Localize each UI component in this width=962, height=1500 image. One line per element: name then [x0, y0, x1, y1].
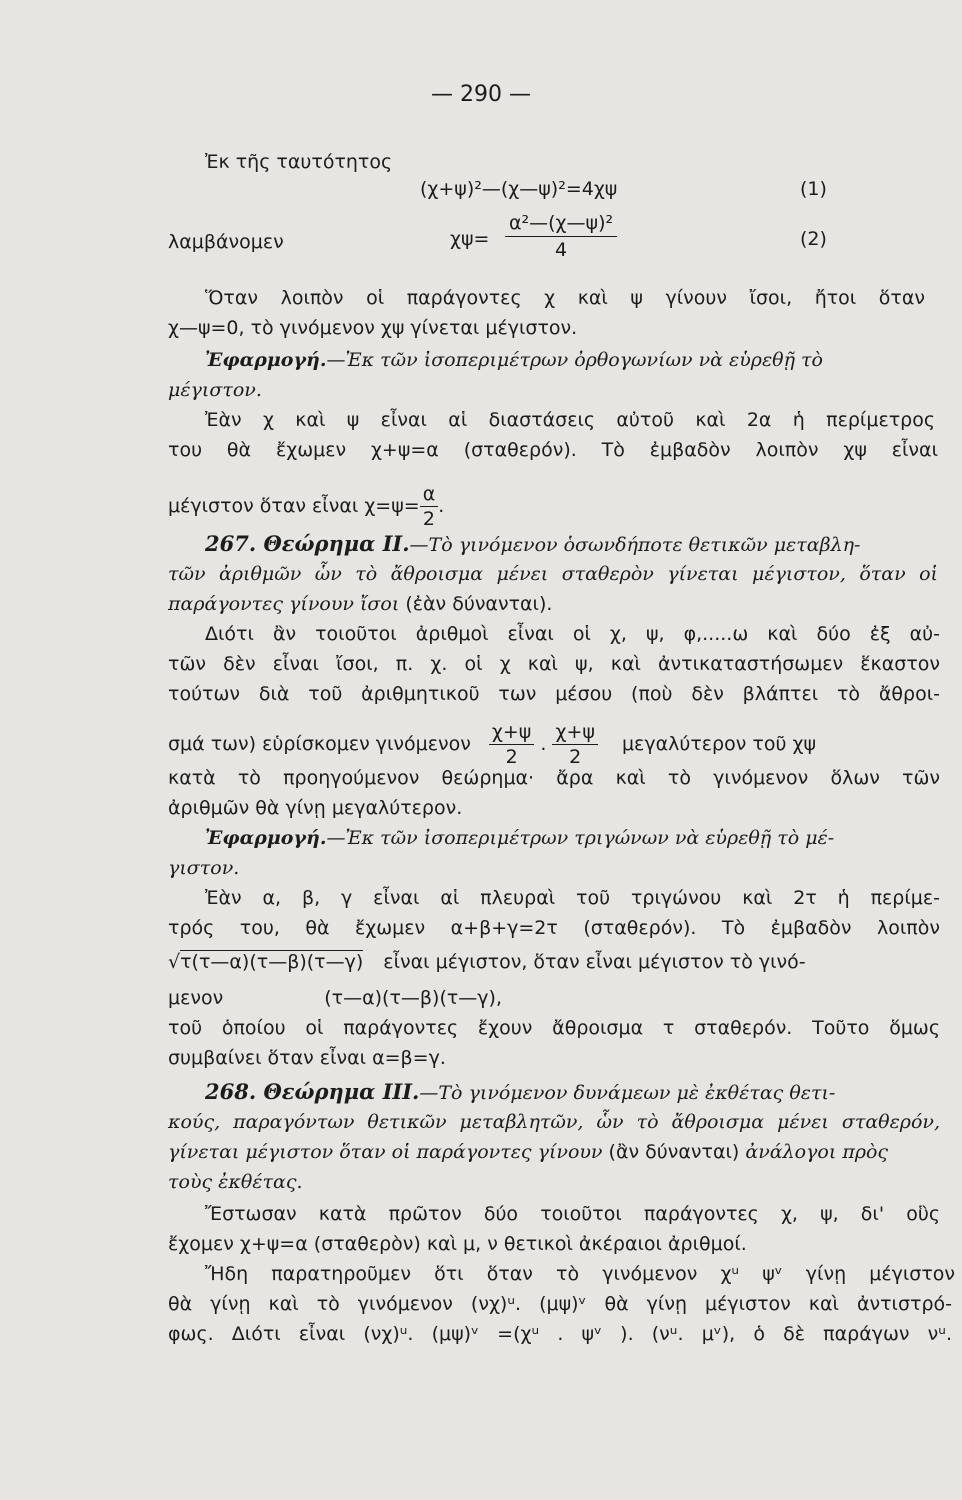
italic-text: —Τὸ γινόμενον ὁσωνδήποτε θετικῶν μεταβλη-	[409, 534, 861, 556]
text-line: τούτων διὰ τοῦ ἀριθμητικοῦ των μέσου (ποὺ δὲν βλάπτει τὸ ἄθροι-	[168, 683, 940, 705]
text-line: τοῦ ὁποίου οἱ παράγοντες ἔχουν ἄθροισμα τ σταθερόν. Τοῦτο ὅμως	[168, 1017, 940, 1039]
equation-2-left: χψ=	[450, 228, 490, 250]
text-line	[205, 346, 925, 374]
text-line	[168, 720, 938, 769]
text-span: (τ—α)(τ—β)(τ—γ),	[324, 987, 502, 1009]
fraction	[489, 720, 534, 769]
text-span: .	[540, 733, 547, 755]
text-span: (ἐὰν δύνανται).	[405, 593, 553, 615]
text-line	[168, 482, 938, 531]
text-line	[205, 824, 940, 852]
fraction	[420, 482, 439, 531]
text-span: εἶναι μέγιστον, ὅταν εἶναι μέγιστον τὸ γινό-	[383, 951, 806, 973]
text-span: (ἂν δύνανται)	[608, 1141, 740, 1163]
text-line: γιστον.	[168, 857, 240, 879]
text-line: τῶν δὲν εἶναι ἴσοι, π. χ. οἱ χ καὶ ψ, καὶ ἀντικαταστήσωμεν ἕκαστον	[168, 653, 940, 675]
text-line: λαμβάνομεν	[168, 231, 284, 253]
text-line: χ—ψ=0, τὸ γινόμενον χψ γίνεται μέγιστον.	[168, 317, 578, 339]
text-line	[168, 1138, 938, 1166]
text-line	[168, 590, 938, 618]
italic-text: ἀνάλογοι πρὸς	[745, 1141, 889, 1163]
text-span: μέγιστον ὅταν εἶναι χ=ψ=	[168, 495, 420, 517]
page-number: — 290 —	[431, 82, 531, 107]
italic-text: παράγοντες γίνουν ἴσοι	[168, 593, 400, 615]
fraction-denominator: 2	[569, 746, 582, 768]
equation-tag: (2)	[800, 228, 827, 250]
text-line: Ἐὰν χ καὶ ψ εἶναι αἱ διαστάσεις αὐτοῦ καὶ 2α ἡ περίμετρος	[205, 409, 935, 431]
text-line: μέγιστον.	[168, 379, 262, 401]
fraction-numerator: α	[420, 482, 439, 507]
theorem-heading-line	[205, 530, 935, 559]
text-span: .	[438, 495, 445, 517]
text-line: του θὰ ἔχωμεν χ+ψ=α (σταθερόν). Τὸ ἐμβαδὸν λοιπὸν χψ εἶναι	[168, 439, 938, 461]
text-span: σμά των) εὑρίσκομεν γινόμενον	[168, 733, 471, 755]
fraction-numerator: χ+ψ	[489, 720, 534, 745]
text-line: Ἐὰν α, β, γ εἶναι αἱ πλευραὶ τοῦ τριγώνου καὶ 2τ ἡ περίμε-	[205, 887, 940, 909]
text-line: ἔχομεν χ+ψ=α (σταθερὸν) καὶ μ, ν θετικοὶ ἀκέραιοι ἀριθμοί.	[168, 1233, 747, 1255]
theorem-heading: 267. Θεώρημα II.	[205, 531, 410, 556]
text-line: θὰ γίνῃ καὶ τὸ γινόμενον (νχ)ᵘ. (μψ)ᵛ θὰ γίνῃ μέγιστον καὶ ἀντιστρό-	[168, 1293, 952, 1315]
fraction-denominator: 2	[505, 746, 518, 768]
text-line: τῶν ἀριθμῶν ὧν τὸ ἄθροισμα μένει σταθερὸν γίνεται μέγιστον, ὅταν οἱ	[168, 563, 938, 585]
text-span: μεγαλύτερον τοῦ χψ	[621, 733, 816, 755]
fraction-numerator: α²—(χ—ψ)²	[505, 210, 617, 237]
theorem-heading-line	[205, 1078, 940, 1107]
text-line: τρός του, θὰ ἔχωμεν α+β+γ=2τ (σταθερόν). Τὸ ἐμβαδὸν λοιπὸν	[168, 917, 940, 939]
italic-text: γίνεται μέγιστον ὅταν οἱ παράγοντες γίνουν	[168, 1141, 603, 1163]
text-line: Ὅταν λοιπὸν οἱ παράγοντες χ καὶ ψ γίνουν ἴσοι, ἤτοι ὅταν	[205, 287, 925, 309]
fraction	[552, 720, 597, 769]
text-line: τοὺς ἐκθέτας.	[168, 1171, 303, 1193]
section-heading: Ἐφαρμογή.	[205, 349, 327, 371]
italic-text: —Τὸ γινόμενον δυνάμεων μὲ ἐκθέτας θετι-	[419, 1082, 836, 1104]
text-line	[168, 984, 938, 1012]
text-line	[168, 948, 938, 976]
italic-text: —Ἐκ τῶν ἰσοπεριμέτρων ὀρθογωνίων νὰ εὑρεθῇ τὸ	[326, 349, 823, 371]
text-line: Ἤδη παρατηροῦμεν ὅτι ὅταν τὸ γινόμενον χᵘ ψᵛ γίνῃ μέγιστον	[205, 1263, 955, 1285]
sqrt-radicand: τ(τ—α)(τ—β)(τ—γ)	[180, 951, 364, 973]
sqrt-sign: √	[168, 951, 181, 973]
text-line: Ἔστωσαν κατὰ πρῶτον δύο τοιοῦτοι παράγοντες χ, ψ, δι' οὓς	[205, 1203, 940, 1225]
fraction-denominator: 4	[555, 239, 568, 261]
text-line: Διότι ἂν τοιοῦτοι ἀριθμοὶ εἶναι οἱ χ, ψ, φ,.....ω καὶ δύο ἐξ αὐ-	[205, 623, 940, 645]
text-span: μενον	[168, 987, 224, 1009]
equation-1: (χ+ψ)²—(χ—ψ)²=4χψ	[420, 178, 618, 200]
text-line: κατὰ τὸ προηγούμενον θεώρημα· ἄρα καὶ τὸ γινόμενον ὅλων τῶν	[168, 767, 940, 789]
text-line: φως. Διότι εἶναι (νχ)ᵘ. (μψ)ᵛ =(χᵘ . ψᵛ ). (νᵘ. μᵛ), ὁ δὲ παράγων νᵘ.	[168, 1323, 952, 1345]
text-line: κούς, παραγόντων θετικῶν μεταβλητῶν, ὧν τὸ ἄθροισμα μένει σταθερόν,	[168, 1111, 940, 1133]
section-heading: Ἐφαρμογή.	[205, 827, 327, 849]
theorem-heading: 268. Θεώρημα III.	[205, 1079, 420, 1104]
text-line: ἀριθμῶν θὰ γίνῃ μεγαλύτερον.	[168, 797, 463, 819]
italic-text: —Ἐκ τῶν ἰσοπεριμέτρων τριγώνων νὰ εὑρεθῇ τὸ μέ-	[326, 827, 835, 849]
fraction-denominator: 2	[422, 508, 435, 530]
fraction-numerator: χ+ψ	[552, 720, 597, 745]
text-line: Ἐκ τῆς ταυτότητος	[205, 151, 393, 173]
equation-2-fraction	[505, 210, 617, 263]
text-line: συμβαίνει ὅταν εἶναι α=β=γ.	[168, 1047, 446, 1069]
equation-tag: (1)	[800, 178, 827, 200]
